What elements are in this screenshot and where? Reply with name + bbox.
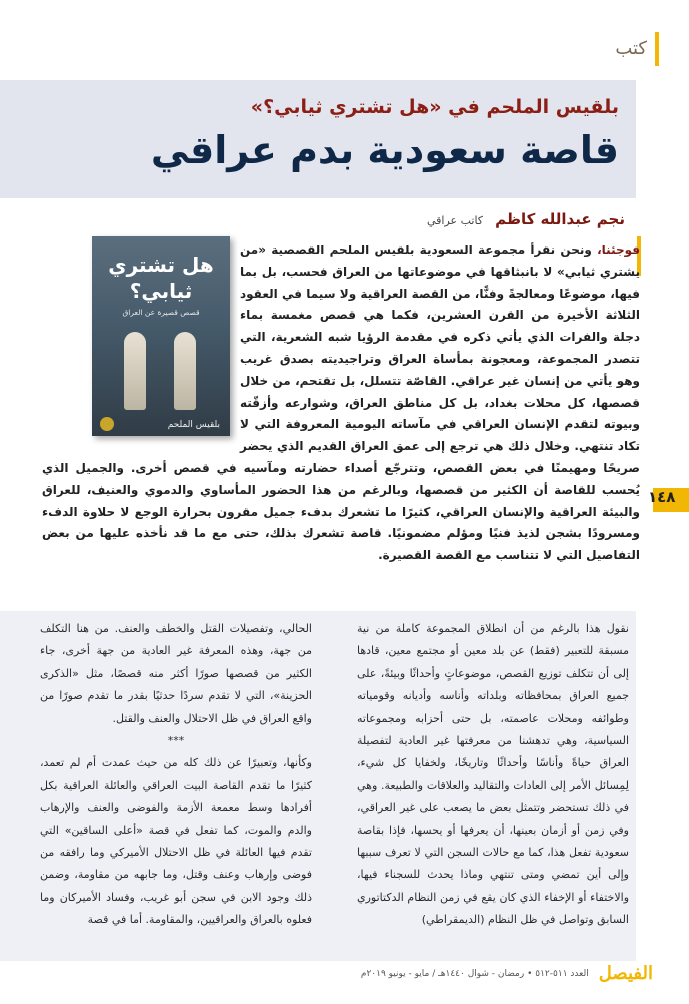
section-tag: كتب xyxy=(615,32,659,66)
body-column-right xyxy=(357,618,629,932)
section-separator: *** xyxy=(167,734,185,748)
author-name: نجم عبدالله كاظم xyxy=(495,210,625,228)
book-cover-title-line1: هل تشتري xyxy=(108,253,214,277)
byline xyxy=(427,210,625,228)
book-cover-author: بلقيس الملحم xyxy=(167,420,220,430)
footer xyxy=(361,963,653,984)
lead-first-word: فوجئنا، xyxy=(597,243,640,257)
lead-text: ونحن نقرأ مجموعة السعودية بلقيس الملحم القصصية «من يشتري ثيابي» لا بانبثاقها في موضوعاتها من العراق فحسب، بل بما فيها، موضوعًا ومعالجةً وفنًّا، من القصة العراقية ولا سيما في العقود الثلاثة الأخيرة من القرن العشرين، فكما هي قصص مغمسة بماء دجلة والفرات الذي يأتي ذكره في مقدمة الرؤيا شبه الشعرية، التي تتصدر المجموعة، ومعجونة بمأساة العراق وتراجيديته بصدق غريب وهو يأتي من إنسان غير عراقي. القاصّة تتسلل، بل تقتحم، من خلال قصصها، كل محلات بغداد، بل كل مناطق العراق، وشوارعه وأزقّته وبيوته لتقدم الإنسان العراقي في مآساته اليومية المعروفة التي لا تكاد تنتهي. وخلال ذلك هي ترجع إلى عمق العراق القديم الذي يحضر صريحًا ومهيمنًا في بعض القصص، وتترجّع أصداء حضارته ومآسيه في قصص أخرى. والجميل الذي يُحسب للقاصة أن الكثير من قصصها، وبالرغم من هذا الحضور المأساوي والدموي والعنيف، للعراق والبيئة العراقية والإنسان العراقي، كثيرًا ما تشعرك بدفء جميل مقرون بحرارة الوجع لا حلاوة الدفء ومسرودًا بشجن لذيذ فنيًا ومؤلم مضمونيًا. قاصة تشعرك بذلك، حتى مع ما قد نأخذه عليها من بعض التفاصيل التي لا تتناسب مع القصة القصيرة. xyxy=(42,243,640,563)
image-wrap-space xyxy=(42,240,240,440)
body-column-left xyxy=(40,618,312,932)
body-paragraph: الحالي، وتفصيلات القتل والخطف والعنف. من هنا التكلف من جهة، وهذه المعرفة غير العادية من جهة أخرى، جاء الكثير من قصصها صورًا أكثر منه قصصًا، مثل «الذكرى الحزينة»، التي لا تقدم سردًا حدثيًا بقدر ما تقدم صورًا من واقع العراق في ظل الاحتلال والعنف والقتل. xyxy=(40,622,312,725)
page-number: ١٤٨ xyxy=(648,488,676,506)
book-cover-title-line2: ثيابي؟ xyxy=(129,279,193,303)
book-cover-subtitle: قصص قصيرة عن العراق xyxy=(122,308,200,317)
author-role: كاتب عراقي xyxy=(426,214,484,227)
magazine-logo: الفيصل xyxy=(598,963,653,984)
body-paragraph: نقول هذا بالرغم من أن انطلاق المجموعة كاملة من نية مسبقة للتعبير (فقط) عن بلد معين أو مجتمع معين، قادها إلى أن تتكلف توزيع القصص، موضوعاتٍ وأحداثًا وبيئةً، على جميع العراق بمحافظاته وبلداته وأناسه وأديانه وقومياته وطوائفه ومحلات عاصمته، بل حتى أحزابه ومجموعاته السياسية، وهي تدهشنا من معرفتها غير العادية لتفصيلة العراق حياةً وأناسًا وأحداثًا وتاريخًا، ولخفايا كل شيء، لِمِسائل الأمر إلى العادات والتقاليد والعلاقات والطبيعة. وهي في ذلك تستحضر وتتمثل بعض ما يصعب على غير العراقي، وفي زمن أو أزمان بعينها، أن يعرفها أو يحسها، فإذا بقاصة سعودية تفعل هذا، كما مع حالات السجن التي لا تعرف سببها وإلى أين تمضي ومتى تنتهي وماذا يحدث للسجناء فيها، والاختفاء أو الإخفاء الذي كان يقع في زمن النظام الدكتاتوري السابق وتواصل في ظل النظام (الديمقراطي) xyxy=(357,622,629,927)
lead-paragraph xyxy=(42,240,640,567)
issue-info: العدد ٥١١-٥١٢ • رمضان - شوال ١٤٤٠هـ / مايو - يونيو ٢٠١٩م xyxy=(360,968,589,979)
article-headline: قاصة سعودية بدم عراقي xyxy=(150,128,619,172)
article-subtitle: بلقيس الملحم في «هل تشتري ثيابي؟» xyxy=(250,96,619,118)
body-paragraph: وكأنها، وتعبيرًا عن ذلك كله من حيث عمدت أم لم تعمد، كثيرًا ما تقدم القاصة البيت العراقي والعائلة العراقية بكل أفرادها وسط معمعة الأزمة والفوضى والعنف والإرهاب والدم والموت، كما تفعل في قصة «أعلى الساقين» التي تقدم فيها العائلة في ظل الاحتلال الأميركي وما رافقه من فوضى وإرهاب وعنف وقتل، وما جابهه من مقاومة، وضمن ذلك وجود الابن في سجن أبو غريب، وفساد الأميركان وما فعلوه بالعراق والعراقيين، والمقاومة. أما في قصة xyxy=(40,756,312,927)
